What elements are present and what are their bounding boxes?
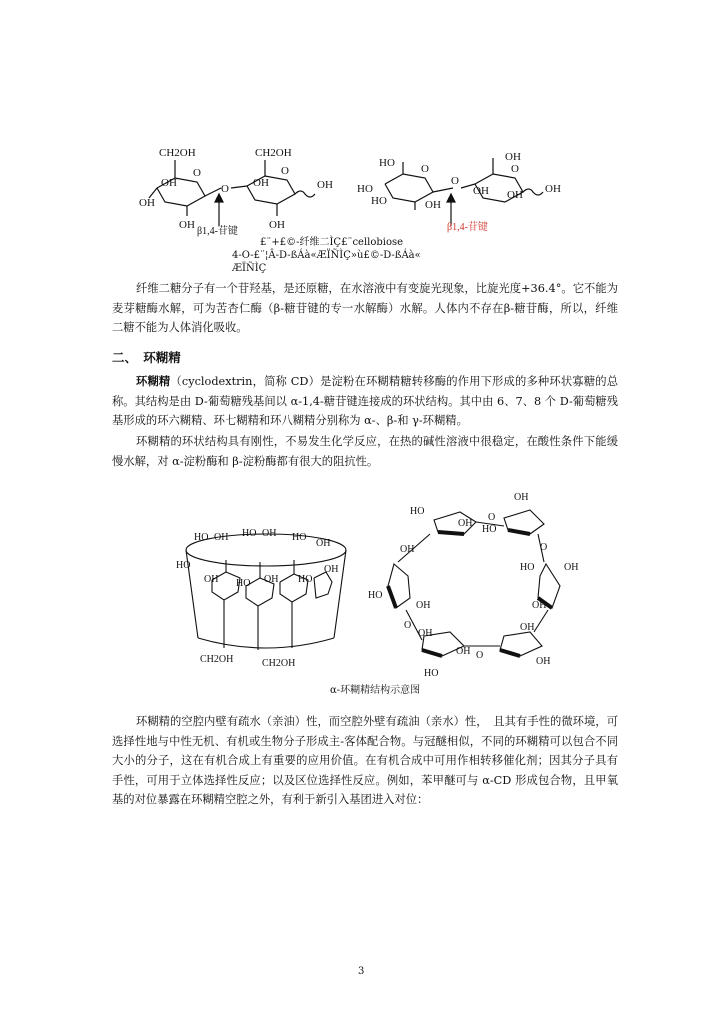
left-ring1-oh-bottom: OH (179, 219, 195, 231)
right-oh-lower: OH (507, 189, 523, 201)
ring-o-4: O (476, 650, 484, 661)
ring-oh-4: OH (416, 600, 431, 611)
ring-oh-8: OH (456, 646, 471, 657)
left-ring1-oh-left: OH (139, 197, 155, 209)
ring-o-2: O (540, 542, 548, 553)
paragraph2-body: （cyclodextrin，简称 CD）是淀粉在环糊精糖转移酶的作用下形成的多种环状寡糖的总称。其结构是由 D-葡萄糖残基间以 α-1,4-糖苷键连接成的环状结构。其中由 6、7、8 个 D-葡萄糖残基形成的环六糊精、环七糊精和环八糊精分别称为 α-、β-和 γ-环糊精。 (112, 375, 618, 427)
cyclodextrin-caption: α-环糊精结构示意图 (330, 685, 421, 696)
left-ring1-oh-mid: OH (161, 177, 177, 189)
paragraph-cyclodextrin-properties: 环糊精的环状结构具有刚性，不易发生化学反应，在热的碱性溶液中很稳定，在酸性条件下能缓慢水解，对 α-淀粉酶和 β-淀粉酶都有很大的阻抗性。 (112, 435, 618, 468)
left-ring2-oh-mid: OH (253, 177, 269, 189)
left-ch2oh-b: CH2OH (255, 147, 292, 159)
ring-oh-2: OH (400, 544, 415, 555)
cone-ch2oh-1: CH2OH (200, 654, 234, 665)
right-oh-bottom: OH (425, 199, 441, 211)
cone-oh-4: OH (204, 574, 219, 585)
cyclodextrin-cone-figure (176, 520, 356, 670)
ring-o-1: O (488, 512, 496, 523)
ring-oh-5: OH (532, 600, 547, 611)
left-bridge-o: O (221, 183, 229, 195)
cellobiose-structure-figure (135, 140, 595, 240)
ring-oh-top: OH (514, 492, 529, 503)
ring-o-3: O (404, 620, 412, 631)
ring-oh-3: OH (564, 562, 579, 573)
cellobiose-caption (232, 236, 482, 275)
ring-oh-1: OH (458, 518, 473, 529)
right-ho-c: HO (371, 195, 387, 207)
ring-ho-5: HO (424, 668, 439, 679)
cone-ho-3: HO (292, 532, 307, 543)
paragraph-cellobiose: 纤维二糖分子有一个苷羟基，是还原糖，在水溶液中有变旋光现象，比旋光度+36.4°。它不能为麦芽糖酶水解，可为苦杏仁酶（β-糖苷键的专一水解酶）水解。人体内不存在β-糖苷酶，所以，纤维二糖不能为人体消化吸收。 (112, 282, 618, 334)
right-bond-label: β1,4-苷键 (447, 222, 488, 233)
right-oh-right: OH (545, 183, 561, 195)
cone-oh-3: OH (316, 538, 331, 549)
ring-ho-1: HO (410, 506, 425, 517)
cone-oh-2: OH (262, 528, 277, 539)
ring-oh-7: OH (520, 622, 535, 633)
left-ring2-oh-bottom: OH (269, 219, 285, 231)
cone-ho-2: HO (242, 528, 257, 539)
right-ring-b-o: O (511, 163, 519, 175)
left-ring2-o: O (281, 165, 289, 177)
cone-oh-6: OH (324, 564, 339, 575)
cone-ch2oh-2: CH2OH (262, 658, 296, 669)
left-ring2-oh-right: OH (317, 179, 333, 191)
caption-line-3: ÆÏÑÌÇ (232, 263, 267, 274)
cyclodextrin-ring-figure (364, 490, 594, 680)
left-ch2oh-a: CH2OH (159, 147, 196, 159)
right-oh-top: OH (505, 151, 521, 163)
ring-ho-3: HO (520, 562, 535, 573)
left-bond-label: β1,4-苷键 (197, 226, 238, 237)
paragraph-cyclodextrin-applications: 环糊精的空腔内壁有疏水（亲油）性，而空腔外壁有疏油（亲水）性， 且其有手性的微环境，可选择性地与中性无机、有机或生物分子形成主-客体配合物。与冠醚相似，不同的环糊精可以包合不同大小的分子，这在有机合成上有重要的应用价值。在有机合成中可用作相转移催化剂；因其分子具有手性，可用于立体选择性反应；以及区位选择性反应。例如，苯甲醚可与 α-CD 形成包合物，且甲氧基的对位暴露在环糊精空腔之外，有利于新引入基团进入对位： (112, 715, 618, 806)
paragraph-cyclodextrin-definition (112, 372, 618, 431)
term-cyclodextrin: 环糊精 (136, 374, 171, 388)
caption-line-1: £¨+£©-纤维二ÌÇ£¨cellobiose (260, 237, 404, 248)
cone-ho-4: HO (176, 560, 191, 571)
cone-ho-6: HO (298, 574, 313, 585)
ring-oh-6: OH (418, 628, 433, 639)
ring-oh-9: OH (536, 656, 551, 667)
right-ho-b: HO (357, 183, 373, 195)
cone-oh-1: OH (214, 532, 229, 543)
right-oh-mid: OH (473, 185, 489, 197)
cone-oh-5: OH (264, 574, 279, 585)
right-ring-a-o: O (421, 163, 429, 175)
ring-ho-2: HO (482, 524, 497, 535)
cone-ho-1: HO (194, 532, 209, 543)
caption-line-2: 4-O-£¨¦Â-D-ßÁà«ÆÏÑÌÇ»ù£©-D-ßÁà« (232, 250, 421, 261)
section-heading: 二、 环糊精 (112, 350, 181, 365)
right-bridge-o: O (451, 175, 459, 187)
cone-ho-5: HO (236, 578, 251, 589)
right-ho-a: HO (379, 157, 395, 169)
left-ring1-o: O (193, 167, 201, 179)
ring-ho-4: HO (368, 590, 383, 601)
page-number: 3 (358, 966, 365, 977)
